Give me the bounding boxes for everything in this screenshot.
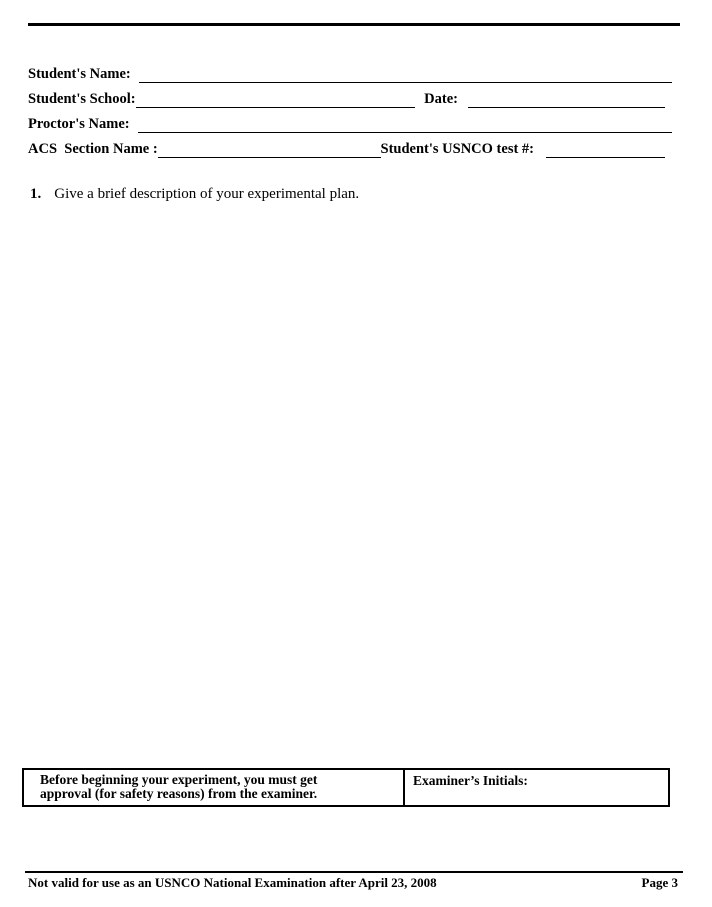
answer-space bbox=[28, 212, 672, 762]
date-label: Date: bbox=[424, 91, 458, 107]
proctor-name-label: Proctor's Name: bbox=[28, 116, 130, 132]
form-row-school-date bbox=[28, 87, 672, 112]
examiner-initials-label: Examiner’s Initials: bbox=[413, 773, 528, 788]
usnco-test-label: Student's USNCO test #: bbox=[380, 141, 534, 157]
top-rule bbox=[28, 23, 680, 26]
proctor-name-blank bbox=[138, 132, 672, 133]
student-name-label: Student's Name: bbox=[28, 66, 131, 82]
student-school-label: Student's School: bbox=[28, 91, 136, 107]
approval-notice-cell bbox=[24, 770, 405, 805]
question-1 bbox=[30, 186, 359, 203]
approval-box bbox=[22, 768, 670, 807]
footer-page-number: Page 3 bbox=[641, 875, 678, 890]
form-row-proctor-name bbox=[28, 112, 672, 137]
footer-rule bbox=[25, 871, 683, 873]
acs-section-label: ACS Section Name : bbox=[28, 141, 158, 157]
approval-notice-line1: Before beginning your experiment, you must get bbox=[40, 772, 318, 787]
header-form bbox=[28, 62, 672, 162]
form-row-student-name bbox=[28, 62, 672, 87]
usnco-test-blank bbox=[546, 157, 665, 158]
date-blank bbox=[468, 107, 665, 108]
question-text: Give a brief description of your experimental plan. bbox=[54, 186, 360, 202]
acs-section-blank bbox=[158, 157, 381, 158]
question-number: 1. bbox=[30, 186, 42, 202]
examiner-initials-cell bbox=[405, 770, 668, 805]
form-row-section-test bbox=[28, 137, 672, 162]
student-school-blank bbox=[136, 107, 416, 108]
student-name-blank bbox=[139, 82, 672, 83]
footer-validity-notice: Not valid for use as an USNCO National Examination after April 23, 2008 bbox=[28, 875, 437, 890]
approval-notice-line2: approval (for safety reasons) from the examiner. bbox=[40, 786, 318, 801]
footer bbox=[28, 875, 678, 891]
